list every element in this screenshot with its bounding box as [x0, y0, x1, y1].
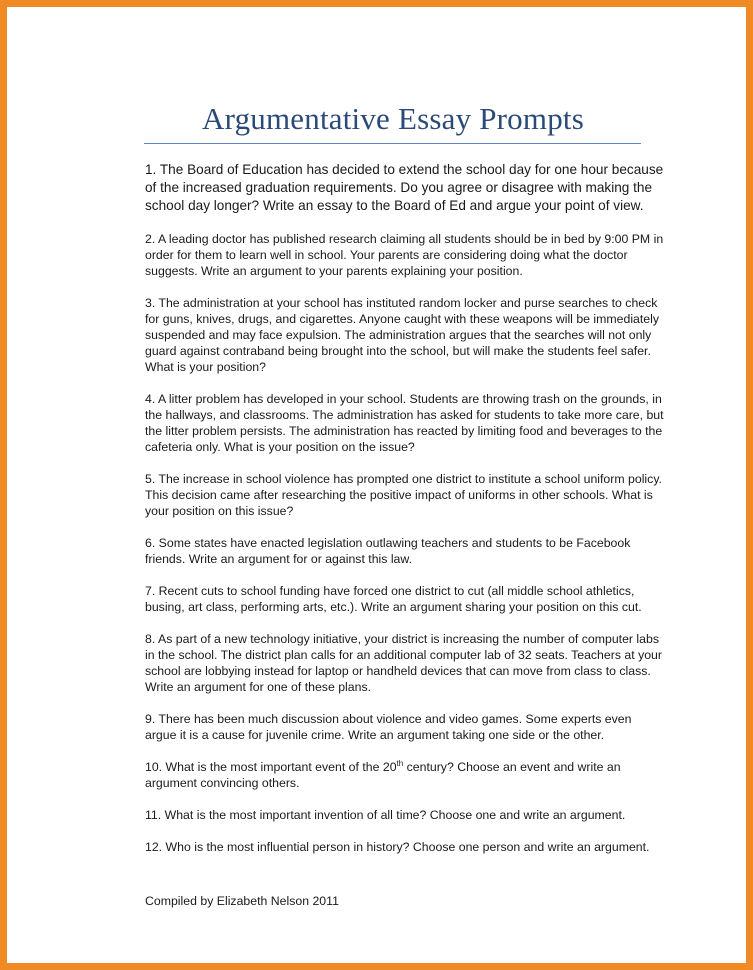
prompt-2: 2. A leading doctor has published research claiming all students should be in bed by 9:00 PM in order for them to learn well in school. Your parents are considering doing what the doctor suggests. Write an argument to your parents explaining your position.	[145, 232, 664, 278]
prompt-11: 11. What is the most important invention of all time? Choose one and write an argument.	[145, 808, 626, 822]
prompt-10-before: 10. What is the most important event of the 20	[145, 760, 397, 774]
prompt-10-superscript: th	[396, 758, 404, 768]
prompt-8: 8. As part of a new technology initiative, your district is increasing the number of computer labs in the school. The district plan calls for an additional computer lab of 32 seats. Teachers at your school are lobbying instead for laptop or handheld devices that can move from class to class. Write an argument for one of these plans.	[145, 632, 662, 694]
compiled-by-footer: Compiled by Elizabeth Nelson 2011	[145, 894, 339, 908]
title-underline	[144, 143, 641, 144]
prompt-list	[145, 161, 665, 871]
prompt-9: 9. There has been much discussion about violence and video games. Some experts even argue it is a cause for juvenile crime. Write an argument taking one side or the other.	[145, 712, 632, 742]
prompt-12: 12. Who is the most influential person in history? Choose one person and write an argument.	[145, 840, 650, 854]
prompt-3: 3. The administration at your school has instituted random locker and purse searches to check for guns, knives, drugs, and cigarettes. Anyone caught with these weapons will be immediately suspended and may face expulsion. The administration argues that the searches will not only guard against contraband being brought into the school, but will make the students feel safer. What is your position?	[145, 296, 660, 374]
prompt-4: 4. A litter problem has developed in your school. Students are throwing trash on the grounds, in the hallways, and classrooms. The administration has asked for students to take more care, but the litter problem persists. The administration has reacted by limiting food and beverages to the cafeteria only. What is your position on the issue?	[145, 392, 664, 454]
prompt-10	[145, 759, 665, 791]
document-title: Argumentative Essay Prompts	[202, 101, 584, 136]
prompt-10-after: century? Choose an event and write an argument convincing others.	[145, 760, 621, 790]
prompt-1: 1. The Board of Education has decided to extend the school day for one hour because of the increased graduation requirements. Do you agree or disagree with making the school day longer? Write an essay to the Board of Ed and argue your point of view.	[145, 162, 664, 213]
prompt-5: 5. The increase in school violence has prompted one district to institute a school uniform policy. This decision came after researching the positive impact of uniforms in other schools. What is your position on this issue?	[145, 472, 662, 518]
prompt-6: 6. Some states have enacted legislation outlawing teachers and students to be Facebook friends. Write an argument for or against this law.	[145, 536, 631, 566]
prompt-7: 7. Recent cuts to school funding have forced one district to cut (all middle school athletics, busing, art class, performing arts, etc.). Write an argument sharing your position on this cut.	[145, 584, 642, 614]
